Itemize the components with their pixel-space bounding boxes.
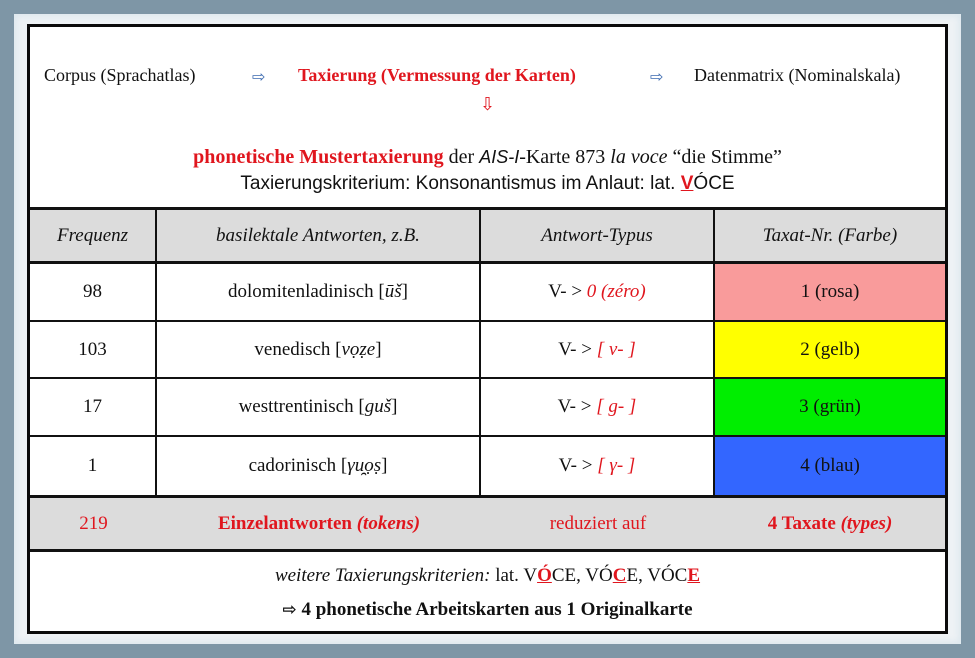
taxat-cell: 4 (blau) bbox=[715, 437, 945, 495]
frequency-cell: 103 bbox=[30, 322, 157, 379]
tokens-label bbox=[157, 498, 481, 549]
bracket: ] bbox=[381, 455, 388, 476]
table-row bbox=[30, 437, 945, 495]
right-arrow-icon: ⇨ bbox=[252, 67, 266, 86]
col-header: Frequenz bbox=[30, 210, 157, 261]
bracket: ] bbox=[401, 281, 408, 302]
datenmatrix-label: Datenmatrix (Nominalskala) bbox=[694, 65, 901, 85]
frequency-cell: 17 bbox=[30, 379, 157, 437]
answer-cell bbox=[157, 322, 481, 379]
process-header bbox=[30, 27, 945, 207]
highlight-e: E bbox=[687, 565, 701, 586]
type-value: [ v- ] bbox=[596, 338, 636, 360]
corpus-label: Corpus (Sprachatlas) bbox=[44, 65, 196, 85]
conclusion-text: 4 phonetische Arbeitskarten aus 1 Originalkarte bbox=[296, 599, 693, 620]
type-value: [ g- ] bbox=[596, 396, 637, 417]
table-row bbox=[30, 379, 945, 437]
type-cell bbox=[481, 322, 715, 379]
answer-text: westtrentinisch [ bbox=[238, 396, 365, 417]
lat-prefix: lat. V bbox=[490, 565, 538, 586]
types-ital: (types) bbox=[840, 512, 893, 534]
taxierung-label: Taxierung (Vermessung der Karten) bbox=[298, 65, 576, 85]
answer-cell bbox=[157, 264, 481, 322]
further-criteria bbox=[30, 565, 945, 587]
col-header: basilektale Antworten, z.B. bbox=[157, 210, 481, 261]
kriterium-prefix: Taxierungskriterium: Konsonantismus im Anlaut: lat. bbox=[240, 173, 681, 194]
type-cell bbox=[481, 437, 715, 495]
type-prefix: V- > bbox=[557, 396, 597, 417]
type-cell bbox=[481, 379, 715, 437]
type-prefix: V- > bbox=[548, 281, 587, 302]
atlas-name: AIS-I bbox=[479, 147, 520, 167]
bracket: ] bbox=[375, 338, 382, 360]
col-header: Antwort-Typus bbox=[481, 210, 715, 261]
table-row bbox=[30, 264, 945, 322]
answer-cell bbox=[157, 379, 481, 437]
type-value: [ γ- ] bbox=[597, 455, 636, 476]
taxat-cell: 2 (gelb) bbox=[715, 322, 945, 379]
phonetic-form: vọẓe bbox=[341, 338, 376, 360]
weitere-label: weitere Taxierungskriterien: bbox=[274, 565, 491, 586]
types-bold: 4 Taxate bbox=[767, 512, 841, 534]
criteria-mid1: CE, VÓ bbox=[551, 565, 613, 586]
muster-label: phonetische Mustertaxierung bbox=[193, 146, 444, 168]
stimme-gloss: “die Stimme” bbox=[667, 146, 782, 168]
tokens-bold: Einzelantworten bbox=[217, 512, 357, 534]
muster-der: der bbox=[443, 146, 480, 168]
type-value: 0 (zéro) bbox=[586, 281, 646, 302]
highlight-c: C bbox=[612, 565, 627, 586]
bracket: ] bbox=[391, 396, 398, 417]
frequency-cell: 1 bbox=[30, 437, 157, 495]
answer-text: venedisch [ bbox=[254, 338, 342, 360]
frequency-cell: 98 bbox=[30, 264, 157, 322]
phonetic-form: ūš bbox=[384, 281, 402, 302]
tokens-ital: (tokens) bbox=[356, 512, 421, 534]
la-voce: la voce bbox=[610, 146, 668, 168]
phonetic-form: guš bbox=[364, 396, 392, 417]
down-arrow-icon: ⇩ bbox=[480, 94, 496, 115]
karte-number: -Karte 873 bbox=[519, 146, 611, 168]
kriterium-line bbox=[30, 173, 945, 195]
type-cell bbox=[481, 264, 715, 322]
summary-row bbox=[30, 495, 945, 552]
kriterium-v: V bbox=[680, 173, 694, 194]
muster-line bbox=[30, 146, 945, 169]
type-prefix: V- > bbox=[558, 455, 598, 476]
answer-text: dolomitenladinisch [ bbox=[228, 281, 385, 302]
criteria-mid2: E, VÓC bbox=[626, 565, 688, 586]
taxat-cell: 1 (rosa) bbox=[715, 264, 945, 322]
answer-text: cadorinisch [ bbox=[248, 455, 348, 476]
conclusion bbox=[30, 599, 945, 621]
reduced-label: reduziert auf bbox=[549, 512, 647, 534]
types-label bbox=[715, 498, 945, 549]
token-count: 219 bbox=[79, 512, 108, 534]
col-header: Taxat-Nr. (Farbe) bbox=[762, 224, 898, 246]
phonetic-form: γu̯ọṣ bbox=[347, 455, 382, 476]
type-prefix: V- > bbox=[558, 338, 597, 360]
right-arrow-icon: ⇨ bbox=[282, 600, 297, 620]
table-header bbox=[30, 207, 945, 264]
answer-cell bbox=[157, 437, 481, 495]
table-row bbox=[30, 322, 945, 379]
right-arrow-icon: ⇨ bbox=[650, 67, 664, 86]
slide-box bbox=[27, 24, 948, 634]
taxat-cell: 3 (grün) bbox=[715, 379, 945, 437]
kriterium-rest: ÓCE bbox=[693, 173, 735, 194]
highlight-o: Ó bbox=[537, 565, 552, 586]
